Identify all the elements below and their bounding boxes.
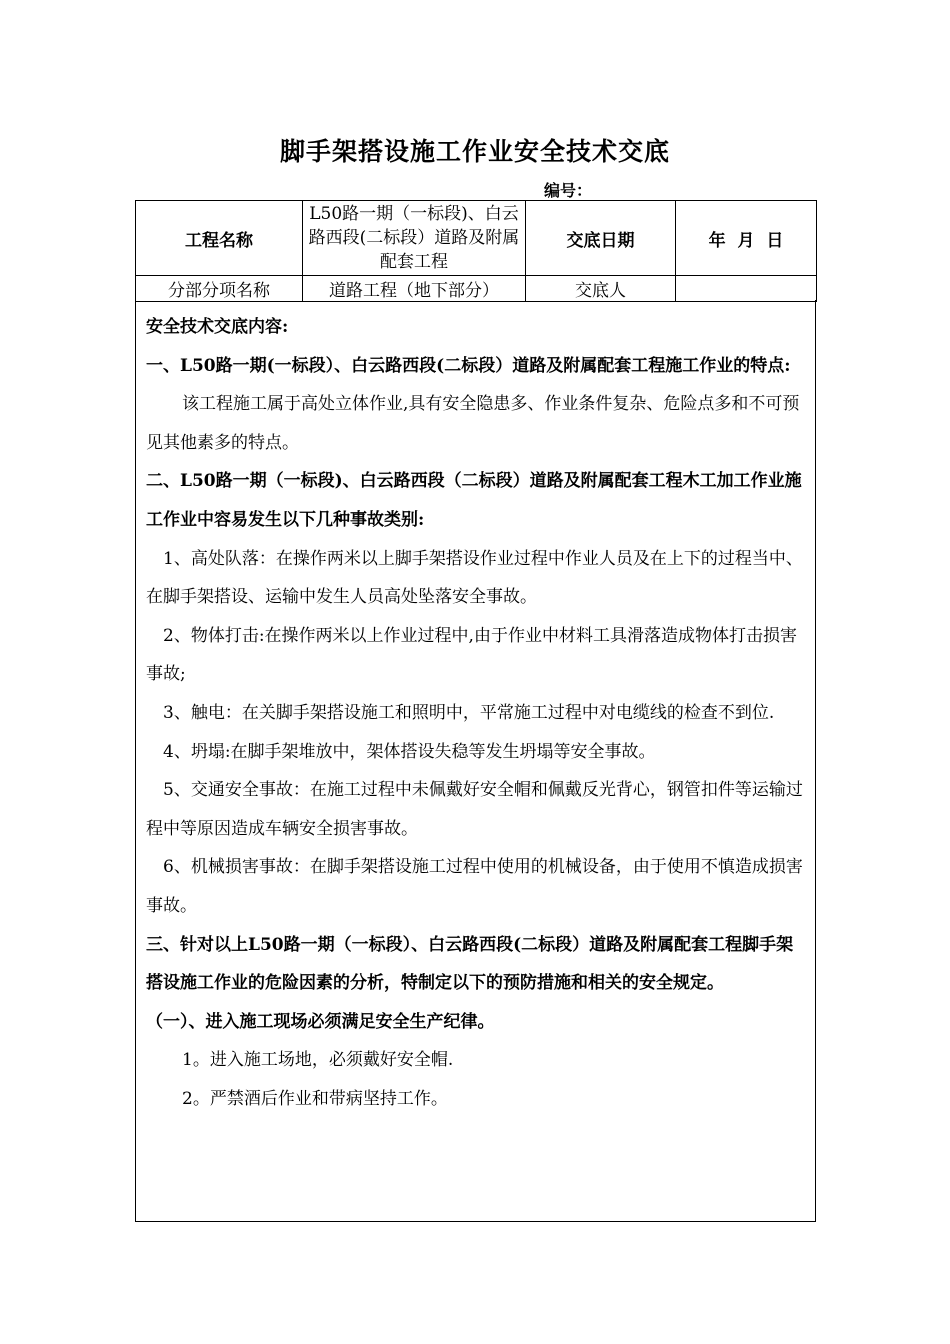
project-name-label: 工程名称	[136, 201, 303, 276]
document-title: 脚手架搭设施工作业安全技术交底	[279, 137, 670, 166]
accident-item: 3、触电：在关脚手架搭设施工和照明中，平常施工过程中对电缆线的检查不到位.	[163, 702, 775, 723]
section-1-title: 一、L50路一期(一标段）、白云路西段(二标段）道路及附属配套工程施工作业的特点:	[146, 355, 791, 376]
rule-item: 2。严禁酒后作业和带病坚持工作。	[182, 1088, 448, 1109]
content-body	[136, 300, 815, 1118]
handover-person-label: 交底人	[526, 276, 676, 302]
subproject-label: 分部分项名称	[136, 276, 303, 302]
document-number-label: 编号：	[544, 181, 593, 200]
rule-item: 1。进入施工场地，必须戴好安全帽.	[182, 1050, 454, 1071]
handover-person-value	[676, 276, 817, 302]
accident-item: 2、物体打击:在操作两米以上作业过程中,由于作业中材料工具滑落造成物体打击损害事故;	[146, 625, 797, 685]
content-heading: 安全技术交底内容:	[146, 317, 289, 337]
accident-item: 5、交通安全事故：在施工过程中未佩戴好安全帽和佩戴反光背心，钢管扣件等运输过程中等原因造成车辆安全损害事故。	[146, 780, 803, 839]
section-3-title: 三、针对以上L50路一期（一标段）、白云路西段(二标段）道路及附属配套工程脚手架搭设施工作业的危险因素的分析，特制定以下的预防措施和相关的安全规定。	[146, 934, 794, 994]
header-row-project	[136, 201, 817, 276]
content-box	[135, 300, 816, 1222]
subsection-1-title: （一）、进入施工现场必须满足安全生产纪律。	[146, 1011, 495, 1032]
project-name-value: L50路一期（一标段)、白云路西段(二标段）道路及附属配套工程	[303, 201, 526, 276]
accident-item: 4、坍塌:在脚手架堆放中，架体搭设失稳等发生坍塌等安全事故。	[163, 741, 656, 762]
accident-item: 6、机械损害事故：在脚手架搭设施工过程中使用的机械设备，由于使用不慎造成损害事故。	[146, 857, 803, 916]
section-1-text: 该工程施工属于高处立体作业,具有安全隐患多、作业条件复杂、危险点多和不可预见其他素多的特点。	[146, 394, 800, 453]
subproject-value: 道路工程（地下部分）	[303, 276, 526, 302]
handover-date-value: 年 月 日	[676, 201, 817, 276]
accident-item: 1、高处队落：在操作两米以上脚手架搭设作业过程中作业人员及在上下的过程当中、在脚手架搭设、运输中发生人员高处坠落安全事故。	[146, 548, 803, 608]
section-2-title: 二、L50路一期（一标段)、白云路西段（二标段）道路及附属配套工程木工加工作业施工作业中容易发生以下几种事故类别:	[146, 471, 802, 530]
header-table	[135, 200, 817, 302]
header-row-subproject	[136, 276, 817, 302]
handover-date-label: 交底日期	[526, 201, 676, 276]
